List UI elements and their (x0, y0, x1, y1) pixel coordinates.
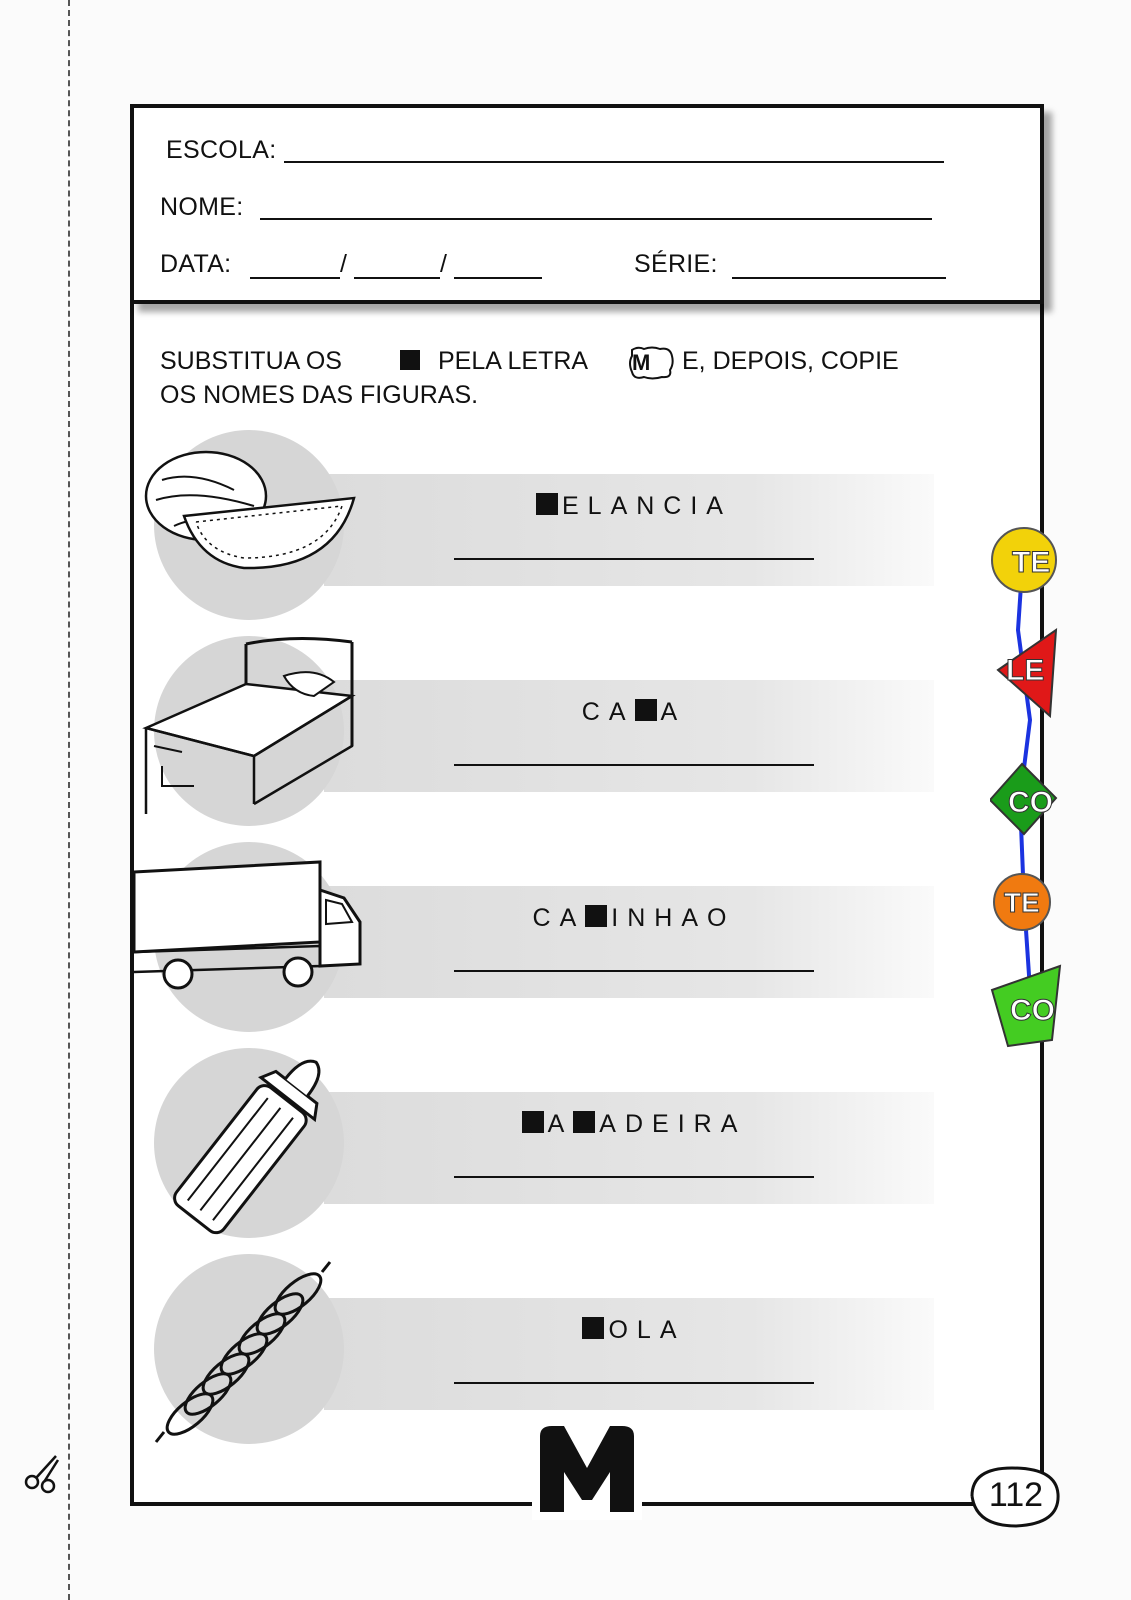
svg-text:TE: TE (1004, 887, 1040, 918)
name-label: NOME: (160, 193, 244, 221)
instruction-part3: E, DEPOIS, COPIE (682, 347, 899, 375)
truck-icon (134, 842, 364, 1032)
exercise-row (134, 1048, 934, 1238)
date-month-field[interactable] (354, 277, 440, 279)
date-separator: / (440, 250, 448, 278)
student-info-header (130, 104, 1044, 304)
word-band (324, 474, 934, 586)
word-caminhao: CA INHAO (532, 904, 736, 932)
word-band (324, 886, 934, 998)
instruction-line2: OS NOMES DAS FIGURAS. (160, 381, 479, 409)
blank-square (585, 905, 607, 927)
blank-square (536, 493, 558, 515)
school-label: ESCOLA: (166, 136, 277, 164)
bed-icon (134, 636, 364, 826)
instruction-part1: SUBSTITUA OS (160, 347, 342, 375)
grade-field[interactable] (732, 277, 946, 279)
exercise-row (134, 430, 934, 620)
school-field[interactable] (284, 161, 944, 163)
answer-line[interactable] (454, 764, 814, 766)
exercise-row (134, 1254, 934, 1444)
baby-bottle-icon (134, 1048, 364, 1238)
grade-label: SÉRIE: (634, 250, 718, 278)
page-number: 112 (988, 1476, 1044, 1514)
watermelon-icon (134, 430, 364, 620)
spring-icon (134, 1254, 364, 1444)
answer-line[interactable] (454, 558, 814, 560)
black-square-icon (400, 350, 420, 370)
answer-line[interactable] (454, 1382, 814, 1384)
date-day-field[interactable] (250, 277, 340, 279)
word-cama: CA A (581, 698, 687, 726)
svg-text:TE: TE (1012, 546, 1051, 579)
blank-square (582, 1317, 604, 1339)
svg-text:LE: LE (1006, 654, 1045, 687)
date-year-field[interactable] (454, 277, 542, 279)
cut-line (68, 0, 70, 1600)
svg-text:CO: CO (1010, 994, 1055, 1027)
date-separator: / (340, 250, 348, 278)
word-band (324, 1298, 934, 1410)
syllable-chain-decoration (990, 520, 1090, 1100)
word-melancia: ELANCIA (434, 492, 834, 521)
name-field[interactable] (260, 218, 932, 220)
blank-square (522, 1111, 544, 1133)
instruction-text (160, 344, 342, 378)
letter-m-badge (628, 346, 674, 380)
instruction-part2: PELA LETRA (438, 347, 589, 375)
date-label: DATA: (160, 250, 232, 278)
blank-square (573, 1111, 595, 1133)
word-mamadeira: A ADEIRA (434, 1110, 834, 1139)
blank-square (635, 699, 657, 721)
svg-text:CO: CO (1008, 786, 1053, 819)
answer-line[interactable] (454, 970, 814, 972)
word-band (324, 680, 934, 792)
exercise-row (134, 842, 934, 1032)
answer-line[interactable] (454, 1176, 814, 1178)
page-number-badge (968, 1460, 1064, 1530)
big-letter-m (532, 1420, 642, 1520)
letter-m-text: M (632, 350, 651, 375)
scissors-icon (22, 1452, 66, 1496)
exercise-row (134, 636, 934, 826)
word-mola: OLA (434, 1316, 834, 1345)
word-band (324, 1092, 934, 1204)
